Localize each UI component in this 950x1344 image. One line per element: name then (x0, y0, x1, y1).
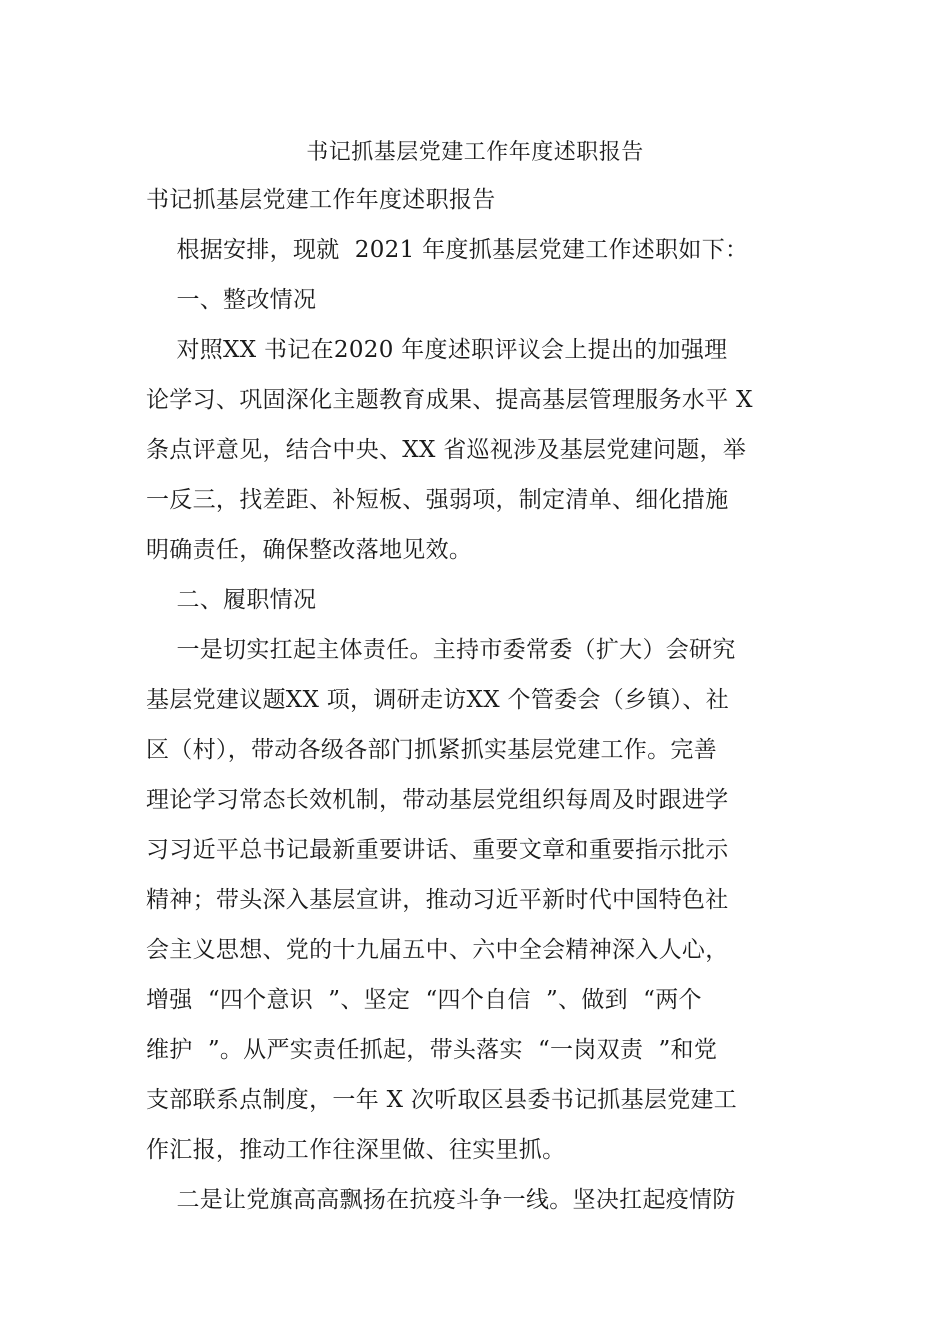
paragraph-line: 二是让党旗高高飘扬在抗疫斗争一线。坚决扛起疫情防 (146, 1187, 736, 1213)
section-heading: 一、整改情况 (146, 287, 317, 313)
paragraph-line: 一是切实扛起主体责任。主持市委常委（扩大）会研究 (146, 637, 736, 663)
paragraph-line: 作汇报，推动工作往深里做、往实里抓。 (146, 1137, 566, 1163)
subtitle-line: 书记抓基层党建工作年度述职报告 (146, 187, 496, 213)
paragraph-line: 对照XX 书记在2020 年度述职评议会上提出的加强理 (146, 337, 728, 363)
paragraph-line: 习习近平总书记最新重要讲话、重要文章和重要指示批示 (146, 837, 729, 863)
paragraph-line: 论学习、巩固深化主题教育成果、提高基层管理服务水平 X (146, 387, 753, 413)
paragraph-line: 基层党建议题XX 项，调研走访XX 个管委会（乡镇）、社 (146, 687, 730, 713)
paragraph-line: 理论学习常态长效机制，带动基层党组织每周及时跟进学 (146, 787, 729, 813)
paragraph-line: 根据安排，现就 2021 年度抓基层党建工作述职如下： (146, 237, 749, 263)
paragraph-line: 增强 “四个意识 ”、坚定 “四个自信 ”、做到 “两个 (146, 987, 702, 1013)
paragraph-line: 精神；带头深入基层宣讲，推动习近平新时代中国特色社 (146, 887, 729, 913)
paragraph-line: 维护 ”。从严实责任抓起，带头落实 “一岗双责 ”和党 (146, 1037, 718, 1063)
paragraph-line: 条点评意见，结合中央、XX 省巡视涉及基层党建问题，举 (146, 437, 747, 463)
paragraph-line: 区（村），带动各级各部门抓紧抓实基层党建工作。完善 (146, 737, 717, 763)
section-heading: 二、履职情况 (146, 587, 317, 613)
paragraph-line: 明确责任，确保整改落地见效。 (146, 537, 473, 563)
paragraph-line: 一反三，找差距、补短板、强弱项，制定清单、细化措施 (146, 487, 729, 513)
document-title: 书记抓基层党建工作年度述职报告 (306, 140, 644, 165)
paragraph-line: 支部联系点制度，一年 X 次听取区县委书记抓基层党建工 (146, 1087, 738, 1113)
paragraph-line: 会主义思想、党的十九届五中、六中全会精神深入人心， (146, 937, 729, 963)
